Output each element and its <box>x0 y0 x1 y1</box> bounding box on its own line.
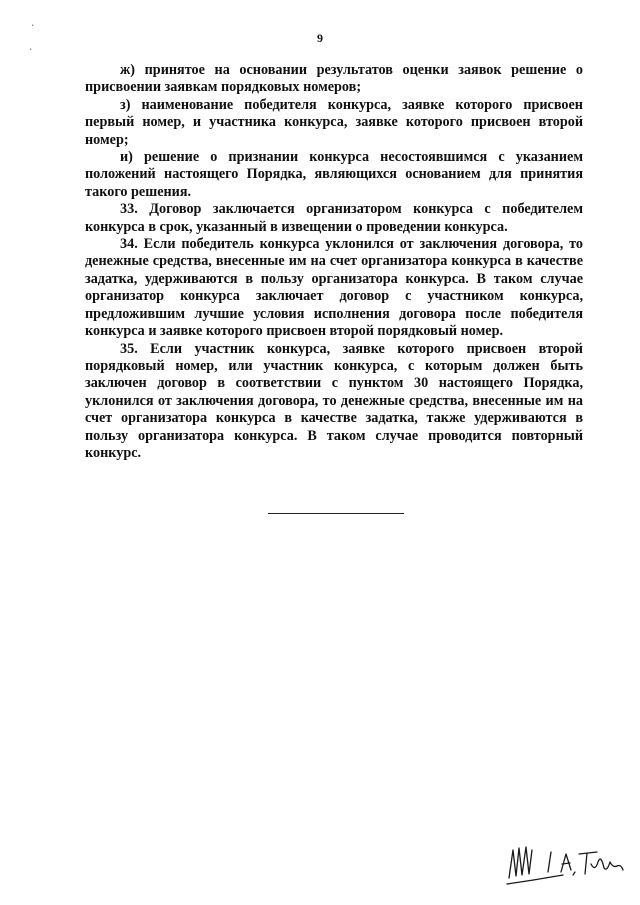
paragraph-clause-35: 35. Если участник конкурса, заявке которого присвоен второй порядковый номер, или участник конкурса, с которым должен быть заключен договор в соответствии с пунктом 30 настоящего Порядка, уклонился от заключения договора, то денежные средства, внесенные им на счет организатора конкурса в качестве задатка, также удерживаются в пользу организатора конкурса. В таком случае проводится повторный конкурс. <box>85 340 583 461</box>
paragraph-item-i: и) решение о признании конкурса несостоявшимся с указанием положений настоящего Порядка, являющихся основанием для принятия такого решения. <box>85 149 583 200</box>
margin-mark: ٠ <box>28 44 34 55</box>
paragraph-item-zh: ж) принятое на основании результатов оценки заявок решение о присвоении заявкам порядковых номеров; <box>85 62 583 96</box>
document-body <box>85 62 583 462</box>
end-of-text-rule <box>268 513 404 514</box>
paragraph-clause-34: 34. Если победитель конкурса уклонился от заключения договора, то денежные средства, внесенные им на счет организатора конкурса в качестве задатка, удерживаются в пользу организатора конкурса. В таком случае организатор конкурса заключает договор с участником конкурса, предложившим лучшие условия исполнения договора после победителя конкурса и заявке которого присвоен второй порядковый номер. <box>85 236 583 340</box>
margin-mark: ٠ <box>30 20 36 31</box>
paragraph-clause-33: 33. Договор заключается организатором конкурса с победителем конкурса в срок, указанный в извещении о проведении конкурса. <box>85 201 583 235</box>
page-number: 9 <box>317 31 323 45</box>
handwritten-signature <box>505 842 630 892</box>
paragraph-item-z: з) наименование победителя конкурса, заявке которого присвоен первый номер, и участника конкурса, заявке которого присвоен второй номер; <box>85 96 583 148</box>
